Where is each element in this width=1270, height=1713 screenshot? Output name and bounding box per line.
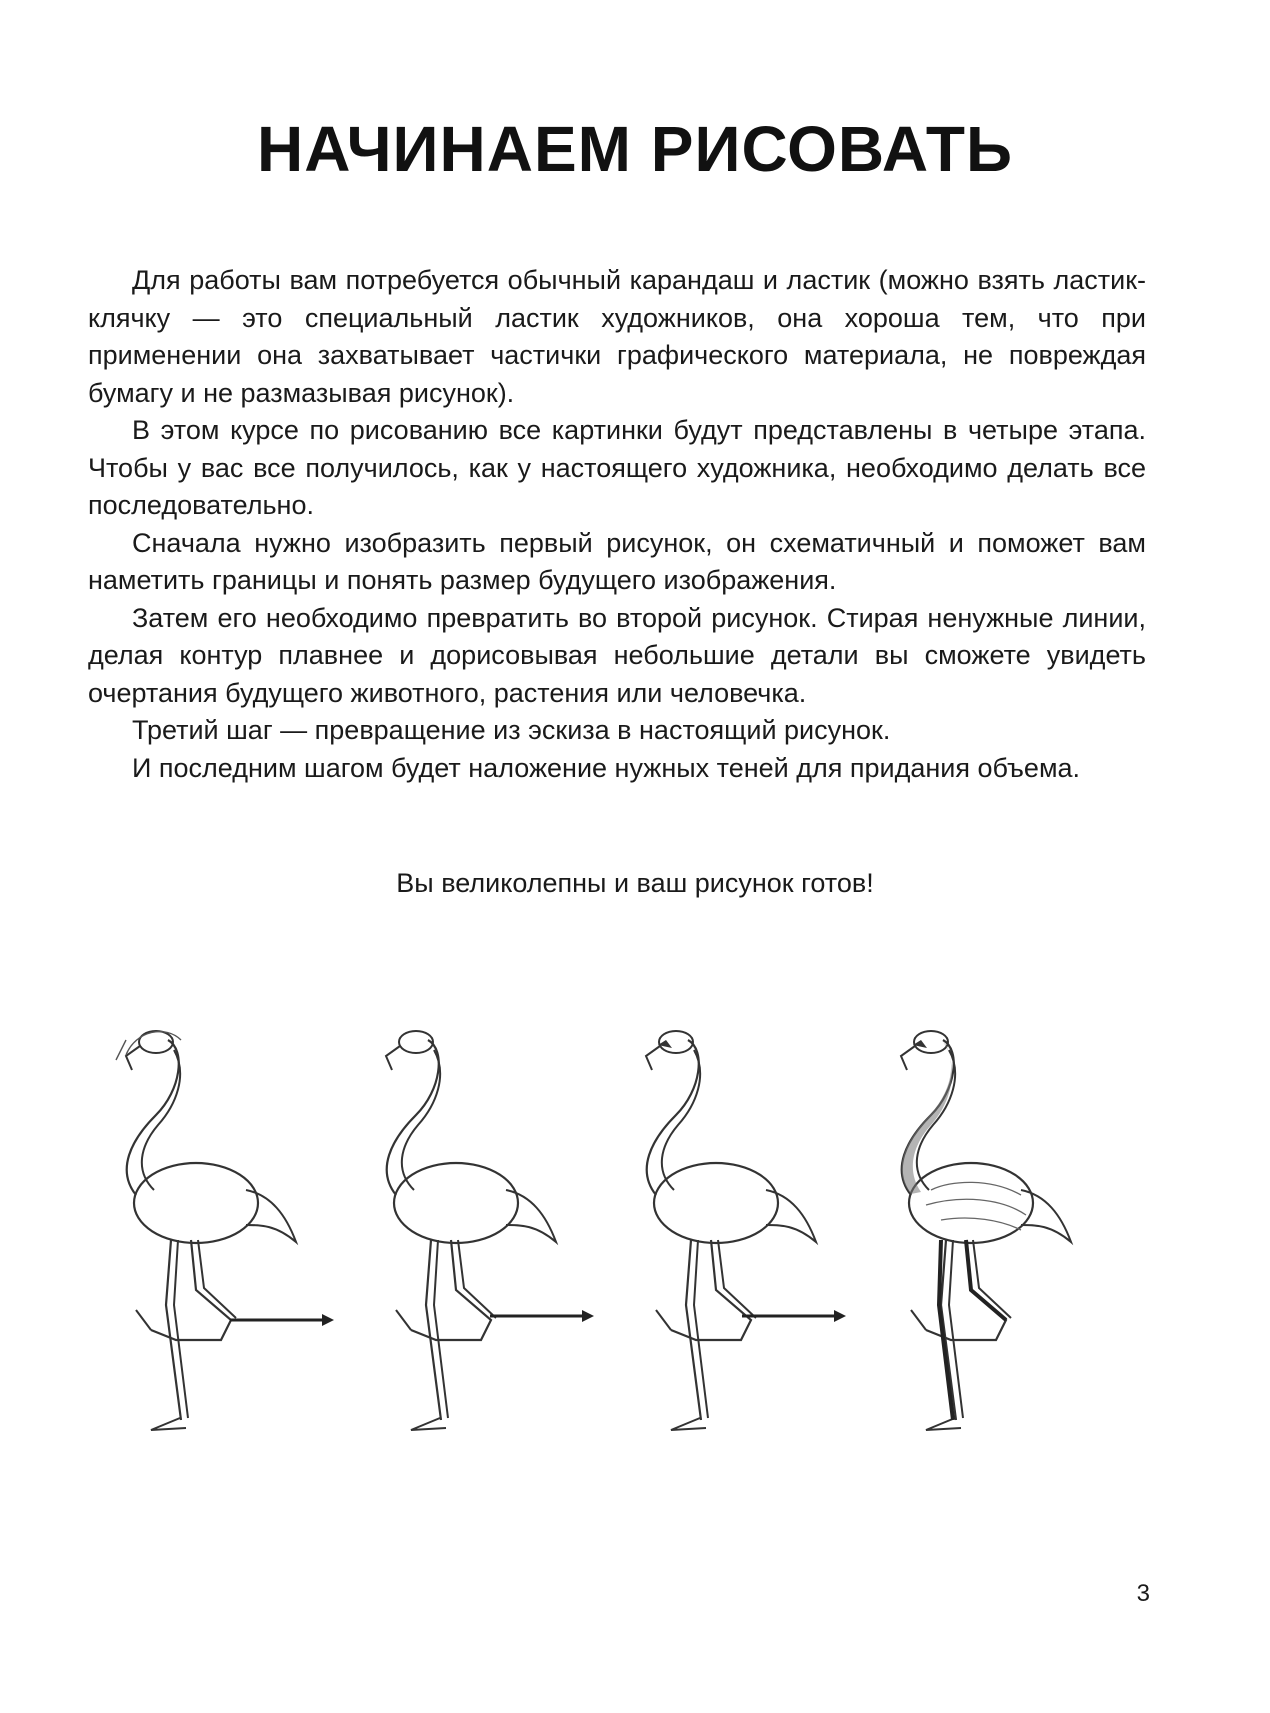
flamingo-step-1-sketch [116,1031,296,1430]
flamingo-step-2-outline [386,1031,556,1430]
paragraph-step-four: И последним шагом будет наложение нужных теней для придания объема. [132,752,1081,783]
paragraph-step-two: Затем его необходимо превратить во второй рисунок. Стирая ненужные линии, делая контур плавнее и дорисовывая небольшие детали вы сможете увидеть очертания будущего животного, растения или человечка. [88,602,1146,708]
page-title: НАЧИНАЕМ РИСОВАТЬ [257,113,1013,185]
paragraph-step-one: Сначала нужно изобразить первый рисунок, он схематичный и поможет вам наметить границы и понять размер будущего изображения. [88,527,1146,595]
right-arrow-icon [490,1310,594,1322]
page-number: 3 [1136,1580,1150,1607]
flamingo-step-3-drawing [646,1031,816,1430]
right-arrow-icon [742,1310,846,1322]
paragraph-materials: Для работы вам потребуется обычный карандаш и ластик (можно взять ластик-клячку — это специальный ластик художников, она хороша тем, что при применении она захватывает частички графического материала, не повреждая бумагу и не размазывая рисунок). [88,265,1146,408]
closing-line: Вы великолепны и ваш рисунок готов! [396,868,874,898]
right-arrow-icon [230,1314,334,1326]
flamingo-step-4-shaded [901,1031,1071,1430]
paragraph-four-stages: В этом курсе по рисованию все картинки будут представлены в четыре этапа. Чтобы у вас все получилось, как у настоящего художника, необходимо делать все последовательно. [88,415,1146,520]
flamingo-steps-illustration [96,1020,1176,1440]
paragraph-step-three: Третий шаг — превращение из эскиза в настоящий рисунок. [132,715,891,745]
body-text [88,262,1146,787]
